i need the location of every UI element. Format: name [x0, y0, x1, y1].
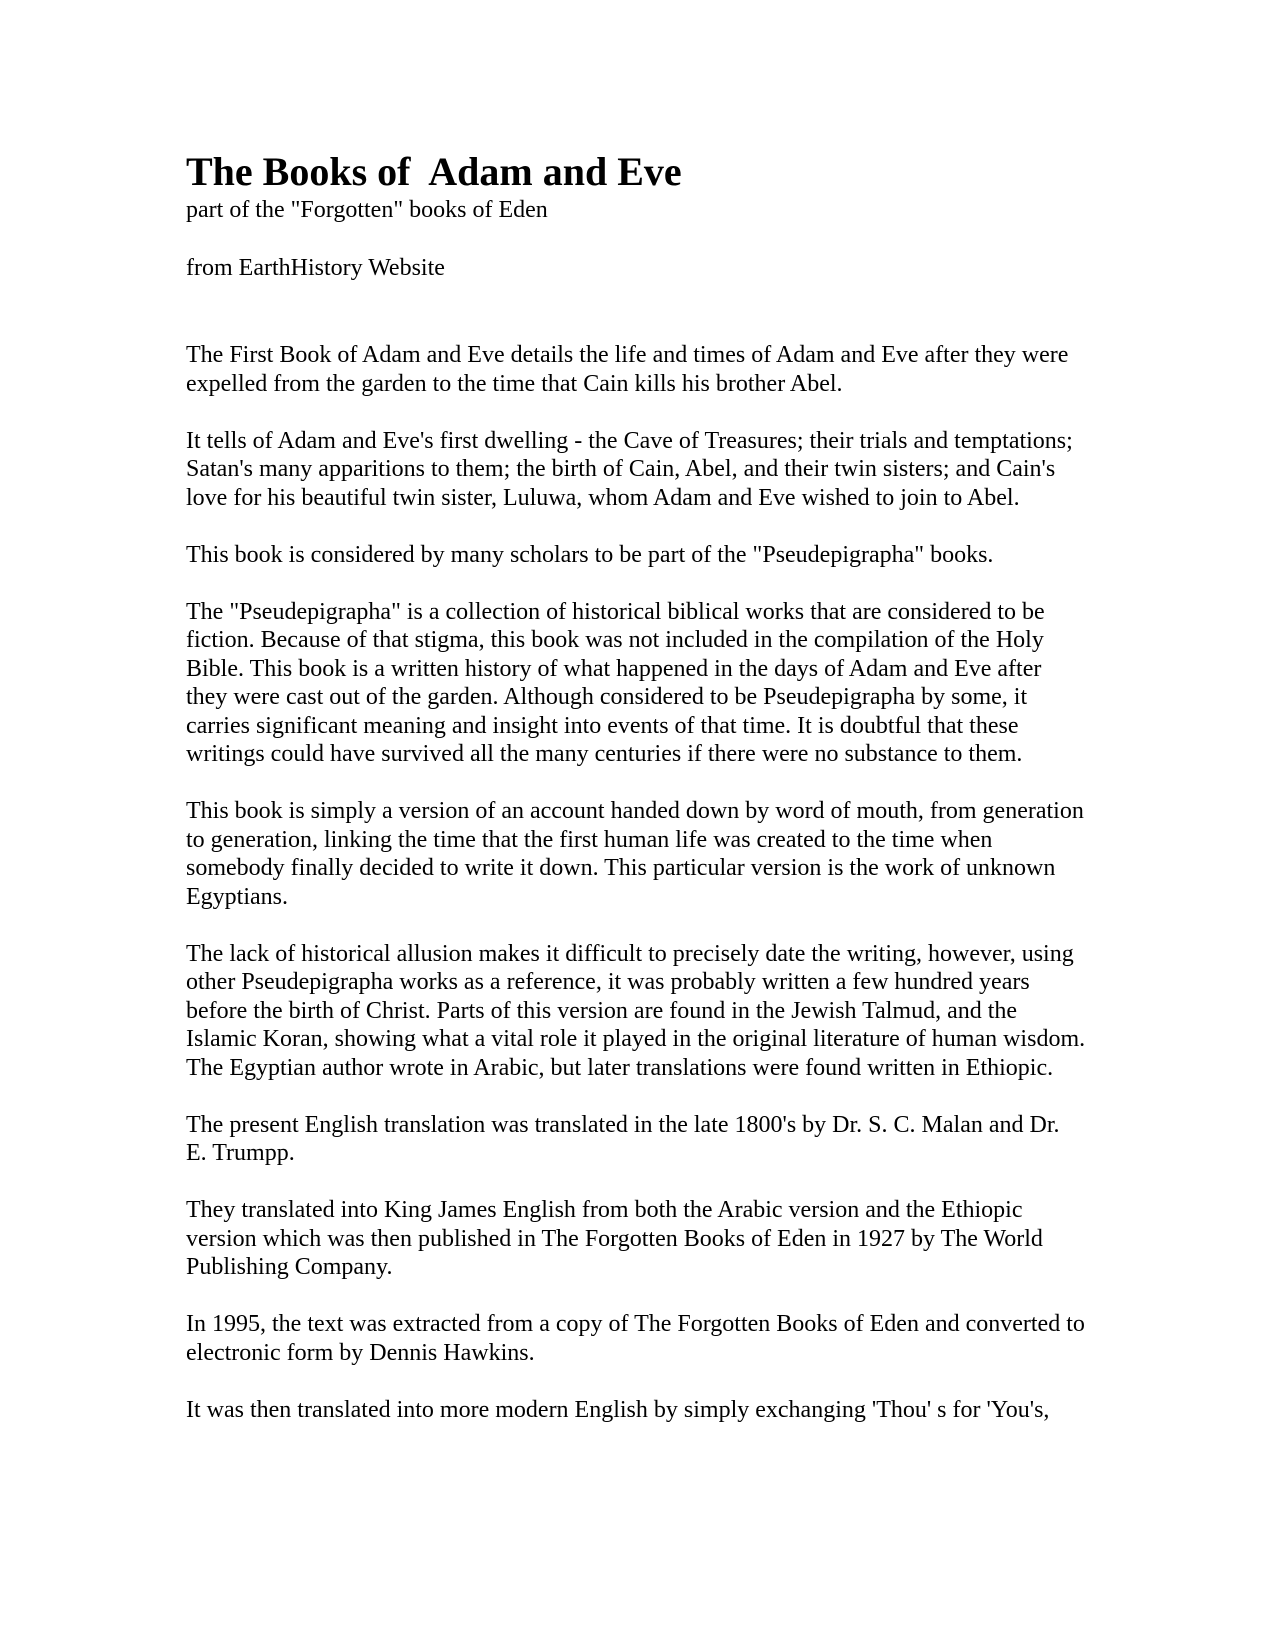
paragraph: The First Book of Adam and Eve details the life and times of Adam and Eve after they were expelled from the garden to the time that Cain kills his brother Abel. [186, 342, 1069, 397]
paragraph: The "Pseudepigrapha" is a collection of historical biblical works that are considered to be fiction. Because of that stigma, this book was not included in the compilation of the Holy Bible. This book is a written history of what happened in the days of Adam and Eve after they were cast out of the garden. Although considered to be Pseudepigrapha by some, it carries significant meaning and insight into events of that time. It is doubtful that these writings could have survived all the many centuries if there were no substance to them. [186, 598, 1045, 767]
paragraph: This book is considered by many scholars to be part of the "Pseudepigrapha" books. [186, 541, 994, 568]
paragraph: The present English translation was translated in the late 1800's by Dr. S. C. Malan and Dr. E. Trumpp. [186, 1111, 1060, 1166]
paragraph: It was then translated into more modern English by simply exchanging 'Thou' s for 'You's, [186, 1396, 1050, 1423]
paragraph: This book is simply a version of an account handed down by word of mouth, from generation to generation, linking the time that the first human life was created to the time when somebody finally decided to write it down. This particular version is the work of unknown Egyptians. [186, 798, 1084, 910]
paragraph: They translated into King James English from both the Arabic version and the Ethiopic version which was then published in The Forgotten Books of Eden in 1927 by The World Publishing Company. [186, 1197, 1043, 1280]
document-title: The Books of Adam and Eve [186, 149, 682, 194]
paragraph: It tells of Adam and Eve's first dwelling - the Cave of Treasures; their trials and temptations; Satan's many apparitions to them; the birth of Cain, Abel, and their twin sisters; and Cain's love for his beautiful twin sister, Luluwa, whom Adam and Eve wished to join to Abel. [186, 427, 1073, 511]
paragraph: In 1995, the text was extracted from a copy of The Forgotten Books of Eden and converted to electronic form by Dennis Hawkins. [186, 1311, 1085, 1366]
document-page [186, 148, 1086, 1453]
document-source: from EarthHistory Website [186, 255, 445, 281]
paragraph: The lack of historical allusion makes it difficult to precisely date the writing, however, using other Pseudepigrapha works as a reference, it was probably written a few hundred years before the birth of Christ. Parts of this version are found in the Jewish Talmud, and the Islamic Koran, showing what a vital role it played in the original literature of human wisdom. The Egyptian author wrote in Arabic, but later translations were found written in Ethiopic. [186, 940, 1086, 1081]
document-subtitle: part of the "Forgotten" books of Eden [186, 197, 548, 223]
document-body [186, 341, 1086, 1424]
